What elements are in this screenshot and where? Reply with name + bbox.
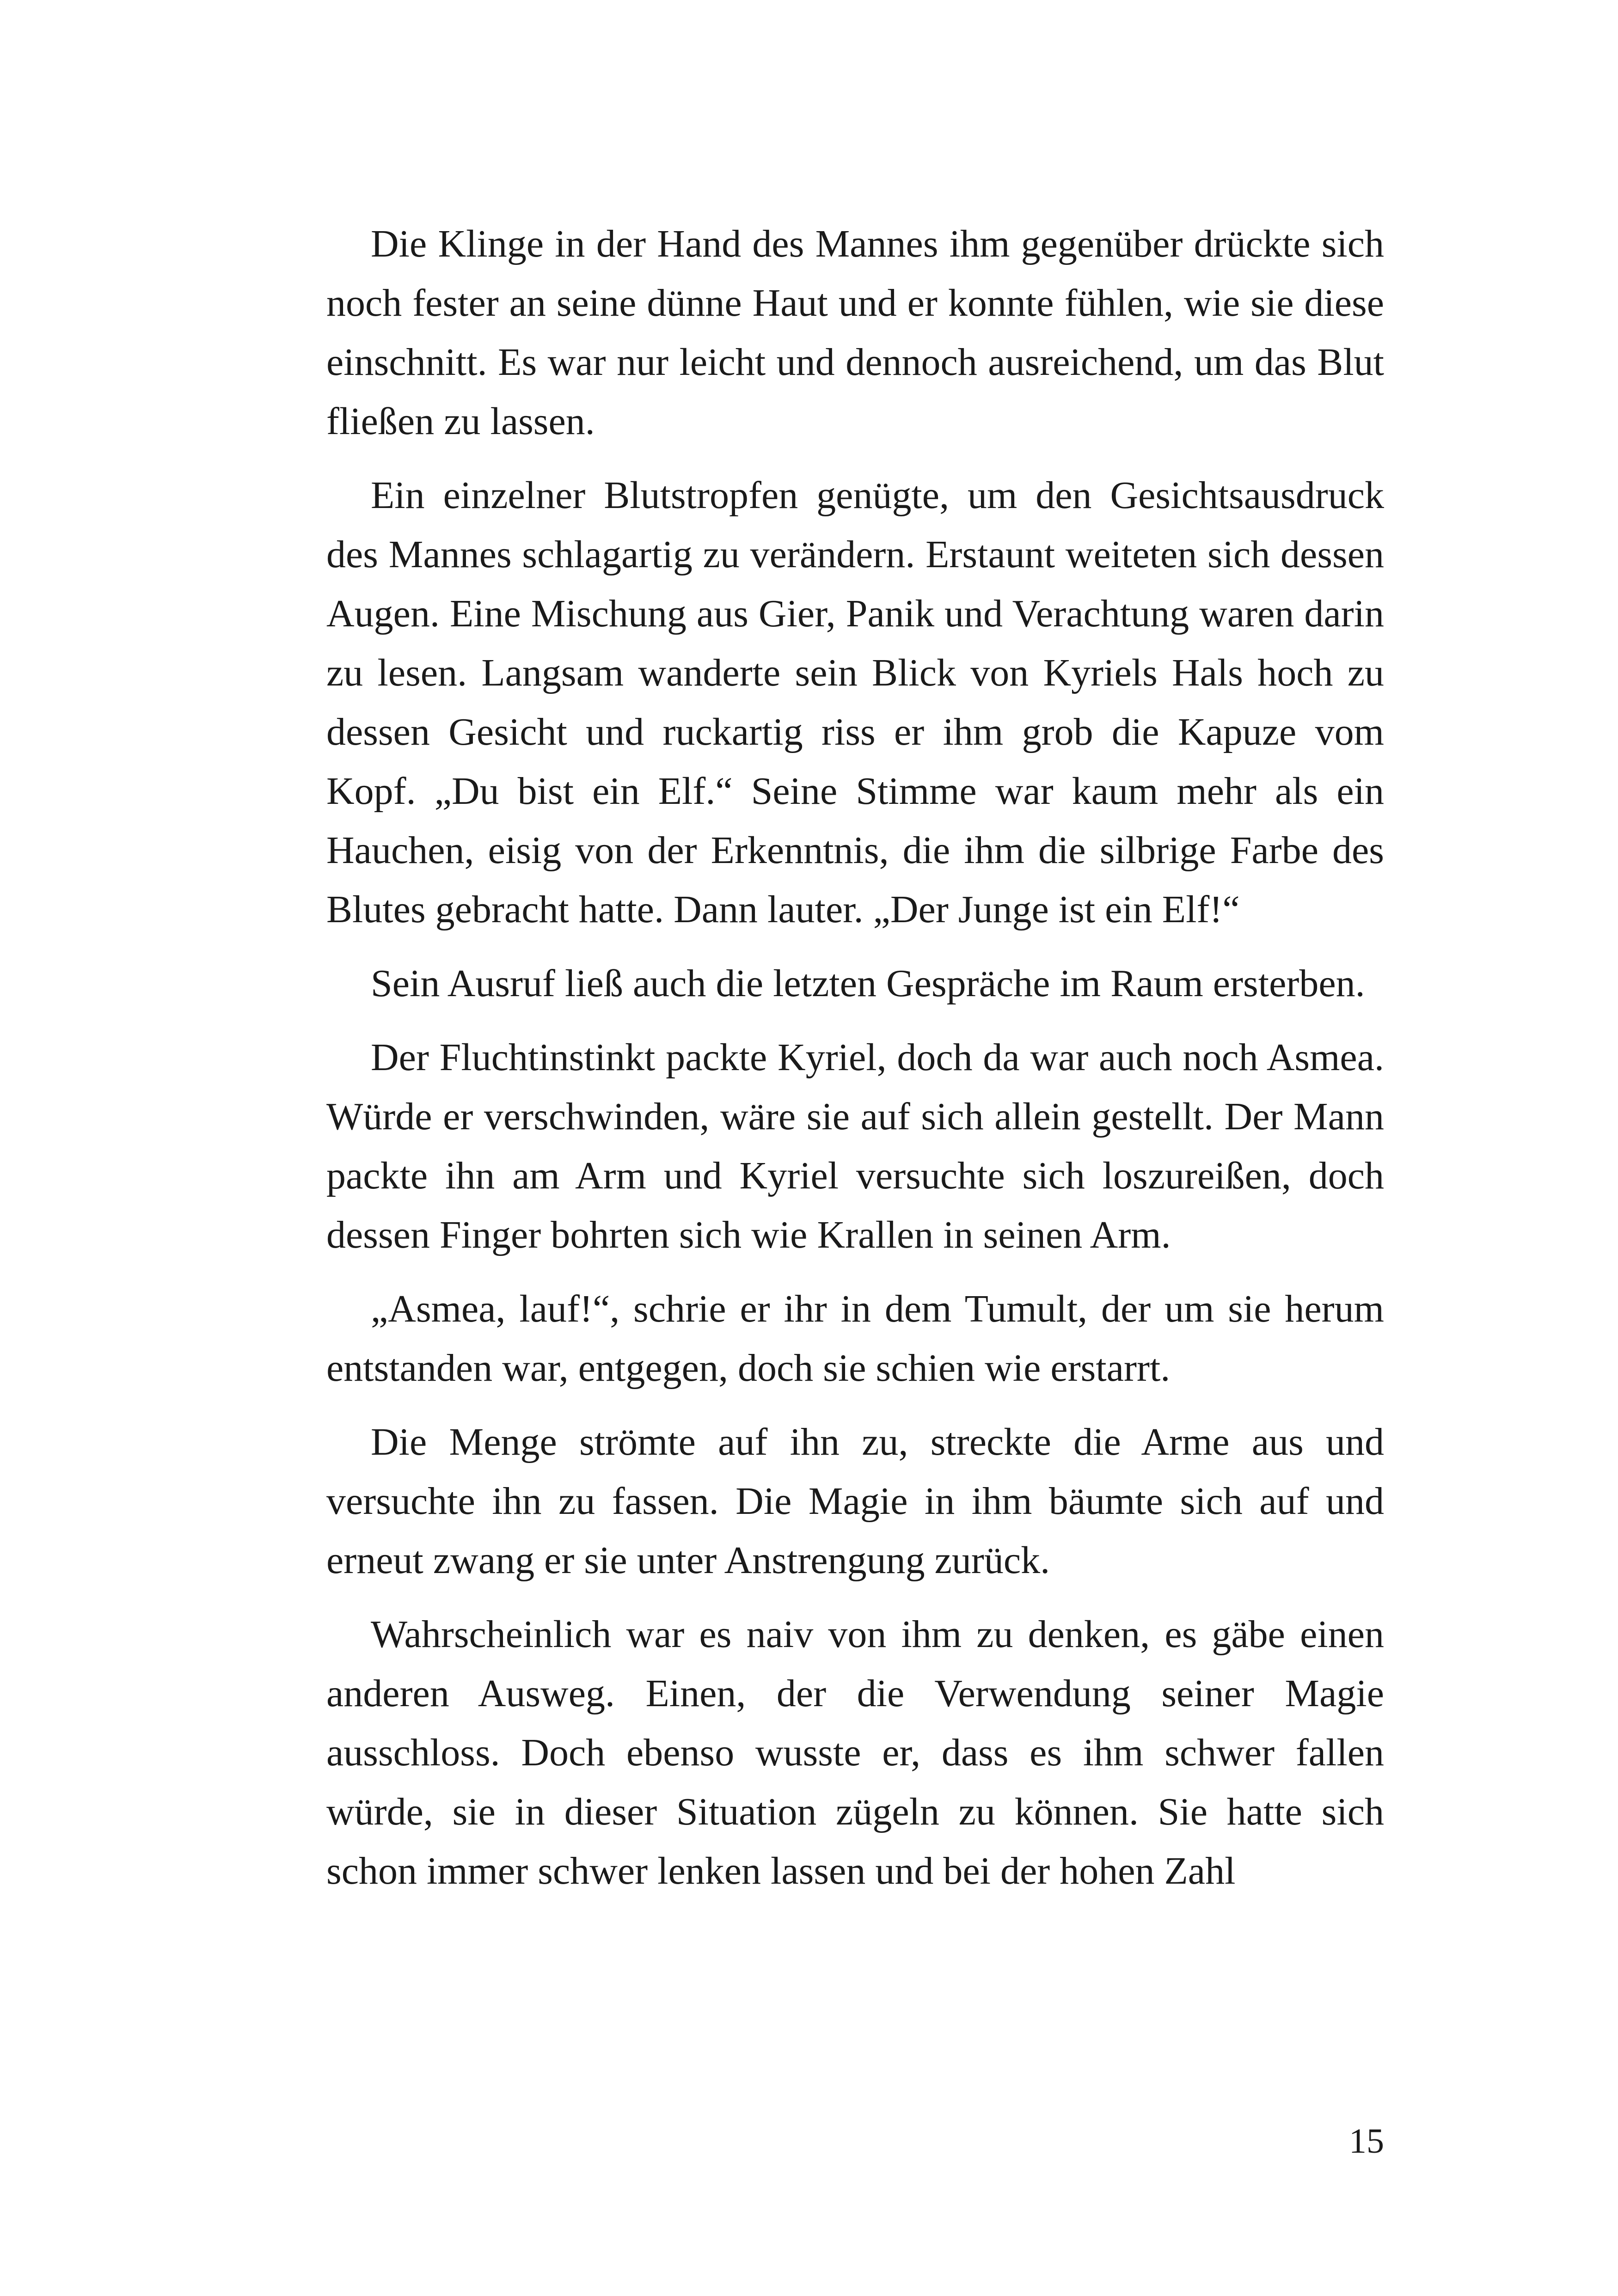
paragraph-3: Sein Ausruf ließ auch die letzten Gespräche im Raum ersterben. <box>371 962 1365 1005</box>
paragraph-4: Der Fluchtinstinkt packte Kyriel, doch da war auch noch Asmea. Würde er verschwinden, wäre sie auf sich allein gestellt. Der Mann packte ihn am Arm und Kyriel versuchte sich loszureißen, doch dessen Finger bohrten sich wie Krallen in seinen Arm. <box>326 1036 1384 1256</box>
paragraph-1: Die Klinge in der Hand des Mannes ihm gegenüber drückte sich noch fester an seine dünne Haut und er konnte fühlen, wie sie diese einschnitt. Es war nur leicht und dennoch ausreichend, um das Blut fließen zu lassen. <box>326 222 1384 443</box>
paragraph-2: Ein einzelner Blutstropfen genügte, um den Gesichtsausdruck des Mannes schlagartig zu verändern. Erstaunt weiteten sich dessen Augen. Eine Mischung aus Gier, Panik und Verachtung waren darin zu lesen. Langsam wanderte sein Blick von Kyriels Hals hoch zu dessen Gesicht und ruckartig riss er ihm grob die Kapuze vom Kopf. „Du bist ein Elf.“ Seine Stimme war kaum mehr als ein Hauchen, eisig von der Erkenntnis, die ihm die silbrige Farbe des Blutes gebracht hatte. Dann lauter. „Der Junge ist ein Elf!“ <box>326 474 1384 931</box>
page-number: 15 <box>1349 2122 1384 2161</box>
paragraph-5: „Asmea, lauf!“, schrie er ihr in dem Tumult, der um sie herum entstanden war, entgegen, doch sie schien wie erstarrt. <box>326 1287 1384 1390</box>
body-text <box>326 214 1384 1916</box>
paragraph-7: Wahrscheinlich war es naiv von ihm zu denken, es gäbe einen anderen Ausweg. Einen, der die Verwendung seiner Magie ausschloss. Doch ebenso wusste er, dass es ihm schwer fallen würde, sie in dieser Situation zügeln zu können. Sie hatte sich schon immer schwer lenken lassen und bei der hohen Zahl <box>326 1613 1384 1892</box>
paragraph-6: Die Menge strömte auf ihn zu, streckte die Arme aus und versuchte ihn zu fassen. Die Magie in ihm bäumte sich auf und erneut zwang er sie unter Anstrengung zurück. <box>326 1420 1384 1582</box>
